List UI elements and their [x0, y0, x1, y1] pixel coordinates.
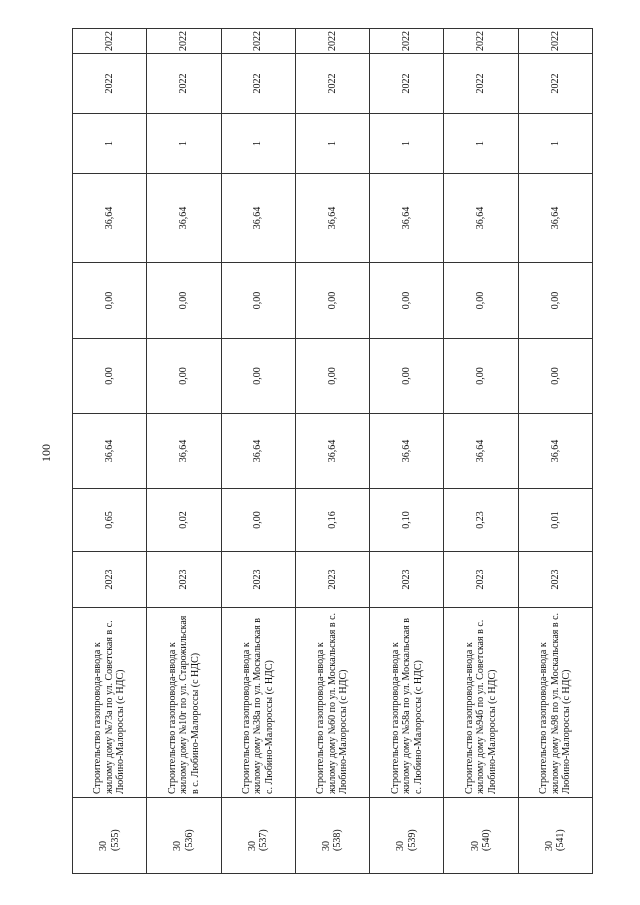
value-cell-6: 1: [295, 114, 369, 174]
value-cell-3: 0,00: [370, 339, 444, 414]
year-cell-b: 2022: [295, 29, 369, 54]
page-number: 100: [39, 444, 53, 462]
year-cell-a: 2022: [518, 54, 592, 114]
value-cell-3: 0,00: [221, 339, 295, 414]
row-number: 30: [395, 841, 407, 851]
year-cell-a: 2022: [221, 54, 295, 114]
row-number-cell: [444, 798, 518, 874]
table-row: [147, 29, 221, 874]
row-number: 30: [543, 841, 555, 851]
year-cell-a: 2022: [147, 54, 221, 114]
year-cell-a: 2022: [370, 54, 444, 114]
table-row: [518, 29, 592, 874]
year-cell-a: 2022: [444, 54, 518, 114]
row-code: (537): [258, 829, 270, 851]
year-start-cell: 2023: [221, 552, 295, 608]
object-name-cell: Строительство газопровода-ввода к жилому дому №10г по ул. Старожильская в с. Любино-Малороссы (с НДС): [147, 608, 221, 798]
value-cell-4: 0,00: [221, 263, 295, 339]
object-name-cell: Строительство газопровода-ввода к жилому дому №38а по ул. Москальская в с. Любино-Малороссы (с НДС): [221, 608, 295, 798]
year-start-cell: 2023: [73, 552, 147, 608]
value-cell-2: 36,64: [147, 414, 221, 489]
value-cell-5: 36,64: [147, 174, 221, 263]
year-start-cell: 2023: [295, 552, 369, 608]
value-cell-1: 0,02: [147, 489, 221, 552]
value-cell-3: 0,00: [147, 339, 221, 414]
value-cell-2: 36,64: [444, 414, 518, 489]
value-cell-1: 0,10: [370, 489, 444, 552]
value-cell-3: 0,00: [73, 339, 147, 414]
row-number-cell: [518, 798, 592, 874]
value-cell-4: 0,00: [73, 263, 147, 339]
year-cell-b: 2022: [147, 29, 221, 54]
row-number-cell: [221, 798, 295, 874]
value-cell-3: 0,00: [444, 339, 518, 414]
value-cell-1: 0,65: [73, 489, 147, 552]
year-start-cell: 2023: [444, 552, 518, 608]
value-cell-3: 0,00: [295, 339, 369, 414]
value-cell-2: 36,64: [73, 414, 147, 489]
year-cell-b: 2022: [518, 29, 592, 54]
value-cell-5: 36,64: [444, 174, 518, 263]
table-row: [295, 29, 369, 874]
value-cell-6: 1: [370, 114, 444, 174]
object-name-cell: Строительство газопровода-ввода к жилому дому №58а по ул. Москальская в с. Любино-Малороссы (с НДС): [370, 608, 444, 798]
value-cell-2: 36,64: [295, 414, 369, 489]
table-row: [221, 29, 295, 874]
value-cell-1: 0,01: [518, 489, 592, 552]
value-cell-5: 36,64: [370, 174, 444, 263]
value-cell-4: 0,00: [295, 263, 369, 339]
value-cell-6: 1: [147, 114, 221, 174]
value-cell-3: 0,00: [518, 339, 592, 414]
gas-pipeline-table: [72, 28, 593, 874]
year-cell-b: 2022: [221, 29, 295, 54]
table-row: [370, 29, 444, 874]
row-number-cell: [295, 798, 369, 874]
value-cell-1: 0,16: [295, 489, 369, 552]
year-start-cell: 2023: [518, 552, 592, 608]
row-code: (541): [555, 829, 567, 851]
value-cell-2: 36,64: [518, 414, 592, 489]
value-cell-5: 36,64: [73, 174, 147, 263]
year-cell-b: 2022: [73, 29, 147, 54]
year-start-cell: 2023: [147, 552, 221, 608]
value-cell-6: 1: [73, 114, 147, 174]
value-cell-5: 36,64: [295, 174, 369, 263]
row-number-cell: [147, 798, 221, 874]
row-number: 30: [172, 841, 184, 851]
value-cell-4: 0,00: [370, 263, 444, 339]
row-number-cell: [370, 798, 444, 874]
value-cell-6: 1: [518, 114, 592, 174]
value-cell-4: 0,00: [518, 263, 592, 339]
row-code: (540): [481, 829, 493, 851]
year-cell-b: 2022: [444, 29, 518, 54]
row-number: 30: [320, 841, 332, 851]
value-cell-5: 36,64: [221, 174, 295, 263]
row-code: (535): [109, 829, 121, 851]
table-body: [73, 29, 593, 874]
value-cell-2: 36,64: [221, 414, 295, 489]
value-cell-5: 36,64: [518, 174, 592, 263]
object-name-cell: Строительство газопровода-ввода к жилому дому №98 по ул. Москальская в с. Любино-Малороссы (с НДС): [518, 608, 592, 798]
table-row: [73, 29, 147, 874]
row-number: 30: [98, 841, 110, 851]
row-code: (539): [406, 829, 418, 851]
value-cell-1: 0,23: [444, 489, 518, 552]
object-name-cell: Строительство газопровода-ввода к жилому дому №60 по ул. Москальская в с. Любино-Малороссы (с НДС): [295, 608, 369, 798]
value-cell-2: 36,64: [370, 414, 444, 489]
value-cell-1: 0,00: [221, 489, 295, 552]
rotated-table-container: [72, 29, 593, 874]
value-cell-6: 1: [444, 114, 518, 174]
table-row: [444, 29, 518, 874]
row-code: (536): [183, 829, 195, 851]
value-cell-4: 0,00: [444, 263, 518, 339]
object-name-cell: Строительство газопровода-ввода к жилому дому №94б по ул. Советская в с. Любино-Малороссы (с НДС): [444, 608, 518, 798]
year-cell-b: 2022: [370, 29, 444, 54]
row-number-cell: [73, 798, 147, 874]
year-start-cell: 2023: [370, 552, 444, 608]
year-cell-a: 2022: [295, 54, 369, 114]
row-number: 30: [469, 841, 481, 851]
value-cell-6: 1: [221, 114, 295, 174]
row-number: 30: [246, 841, 258, 851]
year-cell-a: 2022: [73, 54, 147, 114]
object-name-cell: Строительство газопровода-ввода к жилому дому №73а по ул. Советская в с. Любино-Малороссы (с НДС): [73, 608, 147, 798]
value-cell-4: 0,00: [147, 263, 221, 339]
row-code: (538): [332, 829, 344, 851]
